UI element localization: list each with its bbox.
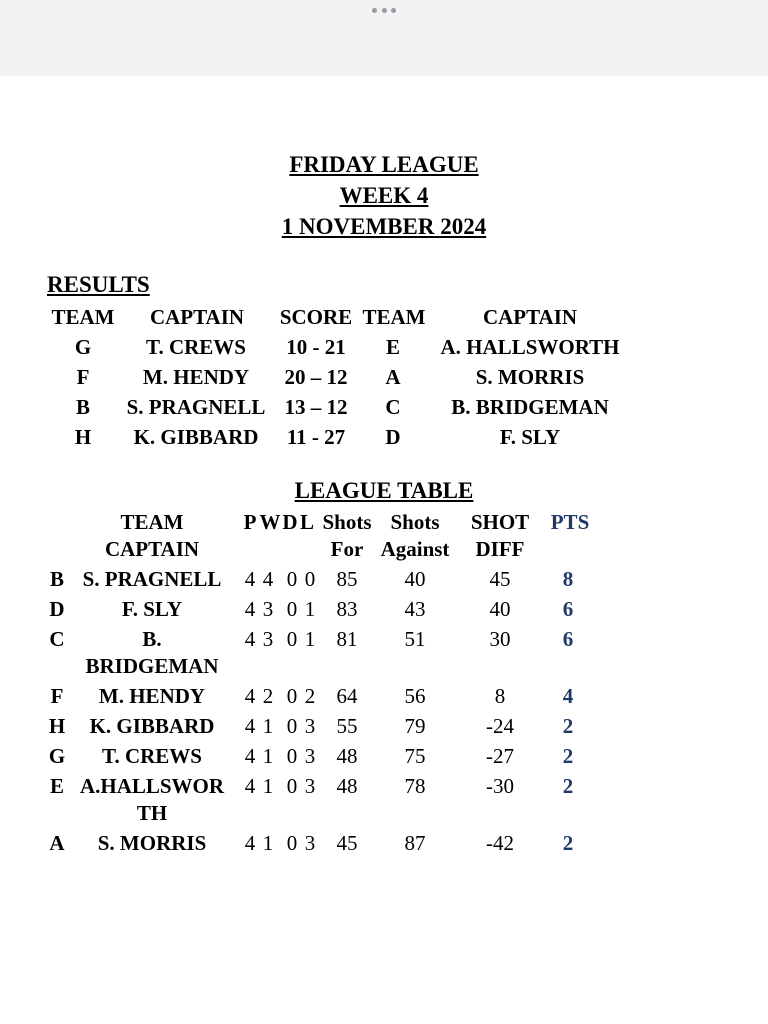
league-row-lost: 3 — [304, 774, 316, 798]
league-header-shots-for: Shots — [322, 510, 372, 534]
league-row-captain: S. MORRIS — [97, 831, 207, 855]
league-row-team: B — [49, 567, 64, 591]
league-header-shots-for-2: For — [330, 537, 364, 561]
league-row-shots-for: 85 — [336, 567, 358, 591]
league-row-team: A — [49, 831, 65, 855]
league-row-lost: 3 — [304, 831, 316, 855]
league-row-lost: 3 — [304, 714, 316, 738]
league-row-captain: K. GIBBARD — [89, 714, 215, 738]
league-row-won: 3 — [262, 627, 274, 651]
league-row-captain: T. CREWS — [102, 744, 202, 768]
league-row-points: 6 — [562, 627, 574, 651]
league-row-points: 2 — [562, 714, 574, 738]
result-team2: D — [385, 425, 401, 449]
league-header-shot-diff-2: DIFF — [475, 537, 525, 561]
result-team: B — [75, 395, 90, 419]
league-row-captain-cont: TH — [136, 801, 168, 825]
results-header-score: SCORE — [279, 305, 353, 329]
result-captain2: B. BRIDGEMAN — [451, 395, 609, 419]
league-row-lost: 1 — [304, 597, 316, 621]
result-captain: K. GIBBARD — [133, 425, 259, 449]
result-team2: A — [385, 365, 401, 389]
league-row-team: E — [49, 774, 64, 798]
league-row-shots-against: 78 — [404, 774, 426, 798]
league-row-won: 1 — [262, 774, 274, 798]
league-row-drawn: 0 — [286, 684, 298, 708]
league-row-captain: A.HALLSWOR — [79, 774, 225, 798]
league-row-won: 1 — [262, 744, 274, 768]
result-score: 11 - 27 — [286, 425, 346, 449]
document — [0, 76, 768, 1024]
league-header-captain: CAPTAIN — [104, 537, 200, 561]
league-row-drawn: 0 — [286, 831, 298, 855]
league-row-points: 8 — [562, 567, 574, 591]
league-row-shots-for: 83 — [336, 597, 358, 621]
league-row-shot-diff: 40 — [489, 597, 511, 621]
league-row-drawn: 0 — [286, 567, 298, 591]
league-row-drawn: 0 — [286, 744, 298, 768]
league-row-drawn: 0 — [286, 774, 298, 798]
league-row-points: 2 — [562, 831, 574, 855]
league-row-captain: M. HENDY — [98, 684, 206, 708]
league-row-played: 4 — [244, 627, 256, 651]
league-row-won: 3 — [262, 597, 274, 621]
league-row-shots-for: 48 — [336, 744, 358, 768]
league-row-shot-diff: -30 — [486, 774, 514, 798]
result-captain2: F. SLY — [499, 425, 561, 449]
league-row-shots-for: 45 — [336, 831, 358, 855]
league-row-shot-diff: 8 — [494, 684, 506, 708]
league-row-team: G — [48, 744, 66, 768]
league-header-shots-against-2: Against — [380, 537, 450, 561]
result-team: H — [74, 425, 92, 449]
league-row-drawn: 0 — [286, 597, 298, 621]
league-row-shot-diff: -24 — [486, 714, 514, 738]
league-table-heading: LEAGUE TABLE — [294, 478, 474, 503]
league-row-won: 1 — [262, 831, 274, 855]
league-row-played: 4 — [244, 744, 256, 768]
result-captain: S. PRAGNELL — [126, 395, 266, 419]
league-row-points: 2 — [562, 744, 574, 768]
league-row-points: 6 — [562, 597, 574, 621]
league-row-captain: F. SLY — [121, 597, 183, 621]
result-captain: T. CREWS — [146, 335, 246, 359]
league-row-shots-for: 64 — [336, 684, 358, 708]
league-row-points: 2 — [562, 774, 574, 798]
league-row-played: 4 — [244, 714, 256, 738]
league-header-shot-diff: SHOT — [470, 510, 530, 534]
top-bar — [0, 0, 768, 76]
more-options-icon[interactable] — [372, 6, 396, 14]
league-row-shots-against: 75 — [404, 744, 426, 768]
result-score: 20 – 12 — [284, 365, 348, 389]
league-header-shots-against: Shots — [390, 510, 440, 534]
league-row-shots-against: 43 — [404, 597, 426, 621]
league-row-played: 4 — [244, 684, 256, 708]
result-score: 13 – 12 — [284, 395, 348, 419]
result-team: G — [74, 335, 92, 359]
league-row-shot-diff: -27 — [486, 744, 514, 768]
league-row-played: 4 — [244, 774, 256, 798]
results-header-captain: CAPTAIN — [149, 305, 245, 329]
league-row-shots-against: 87 — [404, 831, 426, 855]
league-row-shots-for: 55 — [336, 714, 358, 738]
results-heading: RESULTS — [47, 272, 150, 297]
league-row-team: H — [48, 714, 66, 738]
league-header-w: W — [259, 510, 281, 534]
league-row-shot-diff: -42 — [486, 831, 514, 855]
league-row-lost: 3 — [304, 744, 316, 768]
league-row-team: F — [50, 684, 64, 708]
league-row-shots-for: 48 — [336, 774, 358, 798]
results-header-team2: TEAM — [362, 305, 426, 329]
results-header-captain2: CAPTAIN — [482, 305, 578, 329]
league-header-l: L — [299, 510, 314, 534]
league-header-pts: PTS — [550, 510, 590, 534]
league-header-team: TEAM — [120, 510, 184, 534]
league-row-won: 4 — [262, 567, 274, 591]
league-row-played: 4 — [244, 597, 256, 621]
league-row-points: 4 — [562, 684, 574, 708]
league-row-shots-for: 81 — [336, 627, 358, 651]
league-row-shots-against: 56 — [404, 684, 426, 708]
league-header-p: P — [243, 510, 257, 534]
result-captain: M. HENDY — [142, 365, 250, 389]
league-row-team: D — [49, 597, 65, 621]
league-row-shot-diff: 45 — [489, 567, 511, 591]
league-row-won: 1 — [262, 714, 274, 738]
league-row-drawn: 0 — [286, 714, 298, 738]
league-row-captain-cont: BRIDGEMAN — [85, 654, 219, 678]
league-row-played: 4 — [244, 567, 256, 591]
league-row-captain: B. — [142, 627, 162, 651]
league-row-lost: 0 — [304, 567, 316, 591]
result-team: F — [76, 365, 90, 389]
title-week: WEEK 4 — [339, 183, 429, 208]
league-row-shots-against: 40 — [404, 567, 426, 591]
league-row-team: C — [49, 627, 65, 651]
result-captain2: S. MORRIS — [475, 365, 585, 389]
result-team2: E — [385, 335, 400, 359]
league-row-drawn: 0 — [286, 627, 298, 651]
league-row-won: 2 — [262, 684, 274, 708]
result-score: 10 - 21 — [286, 335, 346, 359]
title-league: FRIDAY LEAGUE — [289, 152, 479, 177]
title-date: 1 NOVEMBER 2024 — [281, 214, 487, 239]
league-row-captain: S. PRAGNELL — [82, 567, 222, 591]
league-row-lost: 2 — [304, 684, 316, 708]
results-header-team: TEAM — [51, 305, 115, 329]
league-row-shot-diff: 30 — [489, 627, 511, 651]
league-header-d: D — [282, 510, 298, 534]
league-row-played: 4 — [244, 831, 256, 855]
result-captain2: A. HALLSWORTH — [440, 335, 620, 359]
league-row-shots-against: 79 — [404, 714, 426, 738]
league-row-shots-against: 51 — [404, 627, 426, 651]
result-team2: C — [385, 395, 401, 419]
league-row-lost: 1 — [304, 627, 316, 651]
